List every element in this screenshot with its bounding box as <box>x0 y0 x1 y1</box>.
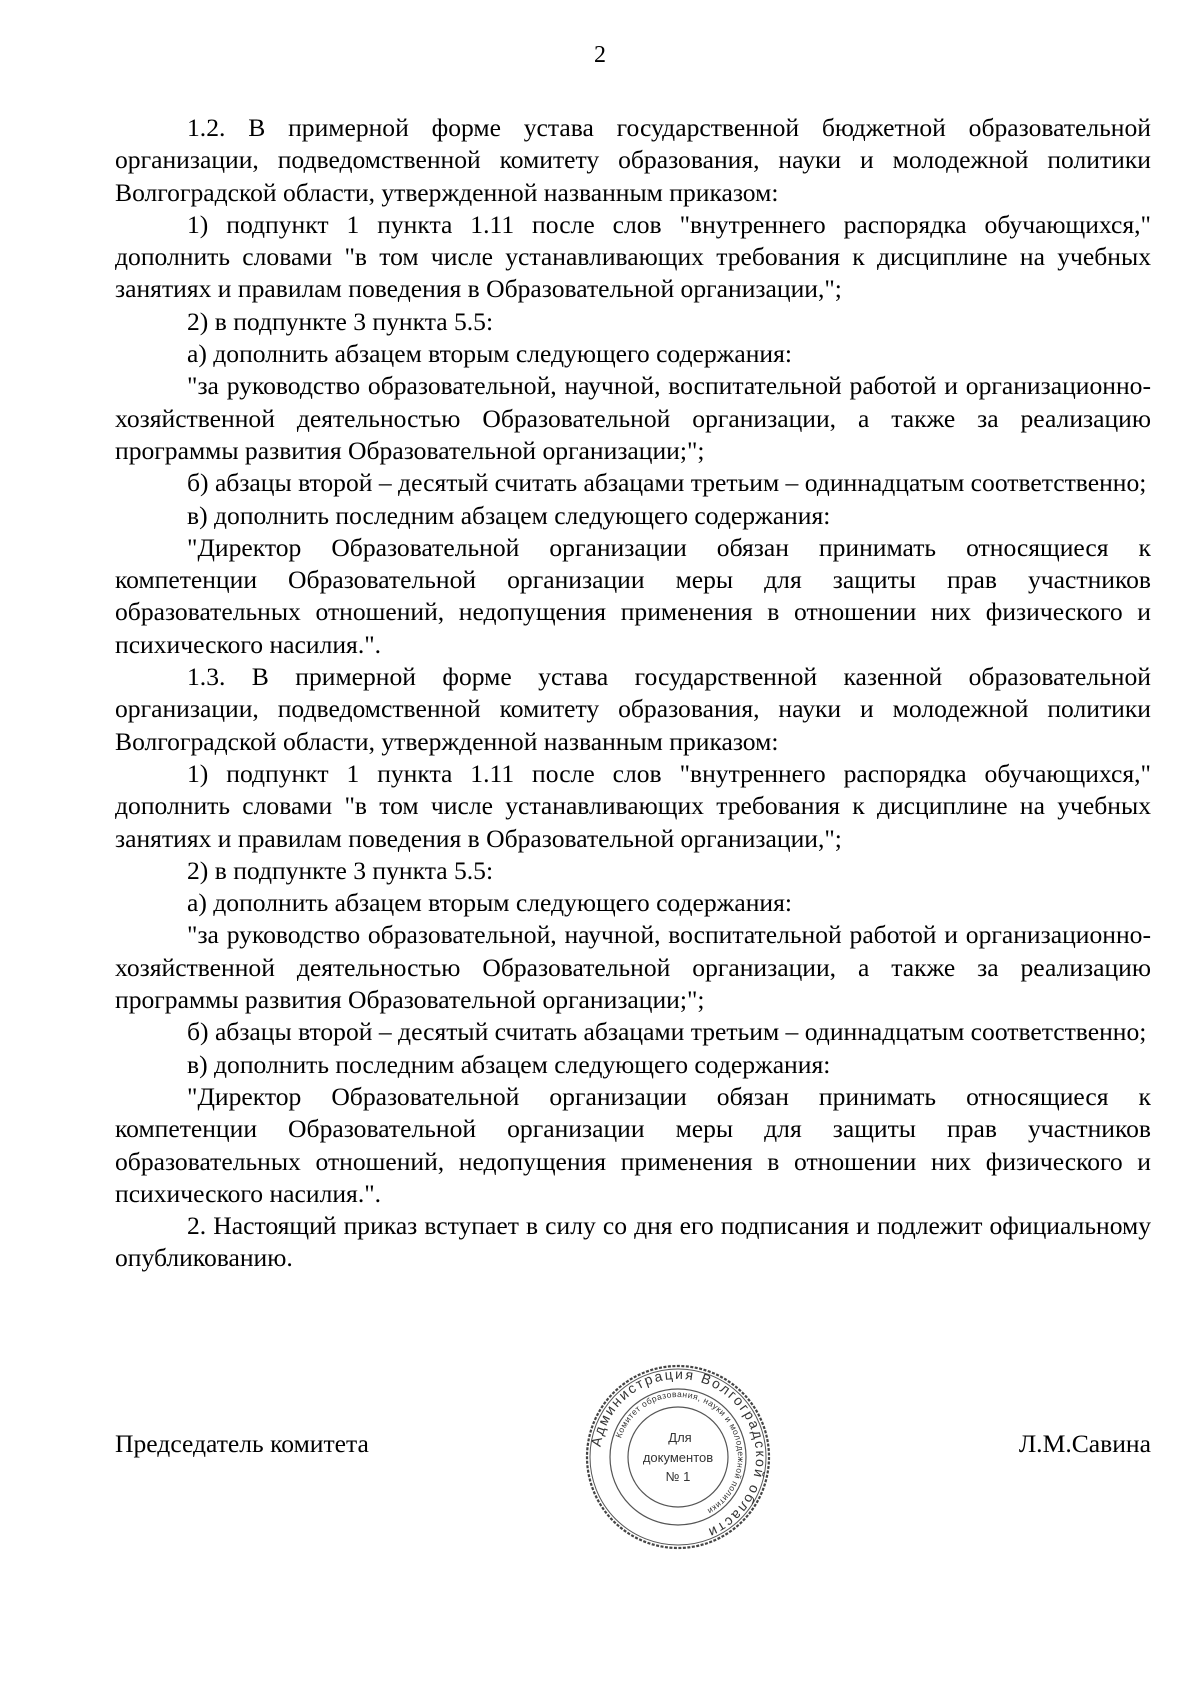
document-body <box>115 112 1151 1275</box>
seal-inner-text: Комитет образования, науки и молодежной политики <box>613 1388 747 1517</box>
signatory-name: Л.М.Савина <box>1018 1429 1151 1458</box>
paragraph: "Директор Образовательной организации обязан принимать относящиеся к компетенции Образовательной организации меры для защиты прав участников образовательных отношений, недопущения применения в отношении них физического и психического насилия.". <box>115 532 1151 659</box>
page-number: 2 <box>594 42 606 68</box>
paragraph: б) абзацы второй – десятый считать абзацами третьим – одиннадцатым соответственно; <box>187 1017 1147 1047</box>
paragraph: в) дополнить последним абзацем следующего содержания: <box>187 1049 831 1079</box>
seal-outer-text: Администрация Волгоградской области <box>587 1365 770 1542</box>
paragraph: "за руководство образовательной, научной, воспитательной работой и организационно-хозяйственной деятельностью Образовательной организации, а также за реализацию программы развития Образовательной организации;"; <box>115 920 1151 1015</box>
paragraph: а) дополнить абзацем вторым следующего содержания: <box>187 888 792 918</box>
paragraph: "Директор Образовательной организации обязан принимать относящиеся к компетенции Образовательной организации меры для защиты прав участников образовательных отношений, недопущения применения в отношении них физического и психического насилия.". <box>115 1081 1151 1208</box>
seal-center-line: документов <box>642 1450 714 1465</box>
paragraph: 2) в подпункте 3 пункта 5.5: <box>187 855 494 885</box>
paragraph: 1) подпункт 1 пункта 1.11 после слов "внутреннего распорядка обучающихся," дополнить словами "в том числе устанавливающих требования к дисциплине на учебных занятиях и правилам поведения в Образовательной организации,"; <box>115 758 1151 853</box>
seal-center-line: № 1 <box>665 1469 691 1484</box>
paragraph: б) абзацы второй – десятый считать абзацами третьим – одиннадцатым соответственно; <box>187 468 1147 498</box>
paragraph: "за руководство образовательной, научной, воспитательной работой и организационно-хозяйственной деятельностью Образовательной организации, а также за реализацию программы развития Образовательной организации;"; <box>115 371 1151 465</box>
paragraph: 2) в подпункте 3 пункта 5.5: <box>187 306 494 336</box>
paragraph: 1.2. В примерной форме устава государственной бюджетной образовательной организации, подведомственной комитету образования, науки и молодежной политики Волгоградской области, утвержденной названным приказом: <box>115 113 1151 207</box>
paragraph: 2. Настоящий приказ вступает в силу со дня его подписания и подлежит официальному опубликованию. <box>115 1211 1151 1273</box>
paragraph: 1) подпункт 1 пункта 1.11 после слов "внутреннего распорядка обучающихся," дополнить словами "в том числе устанавливающих требования к дисциплине на учебных занятиях и правилам поведения в Образовательной организации,"; <box>115 209 1151 304</box>
paragraph: 1.3. В примерной форме устава государственной казенной образовательной организации, подведомственной комитету образования, науки и молодежной политики Волгоградской области, утвержденной названным приказом: <box>115 662 1151 756</box>
official-seal-stamp <box>583 1362 773 1552</box>
paragraph: в) дополнить последним абзацем следующего содержания: <box>187 500 831 530</box>
seal-center-line: Для <box>668 1430 692 1445</box>
paragraph: а) дополнить абзацем вторым следующего содержания: <box>187 339 792 369</box>
seal-icon <box>583 1362 773 1552</box>
signatory-position: Председатель комитета <box>115 1429 369 1458</box>
